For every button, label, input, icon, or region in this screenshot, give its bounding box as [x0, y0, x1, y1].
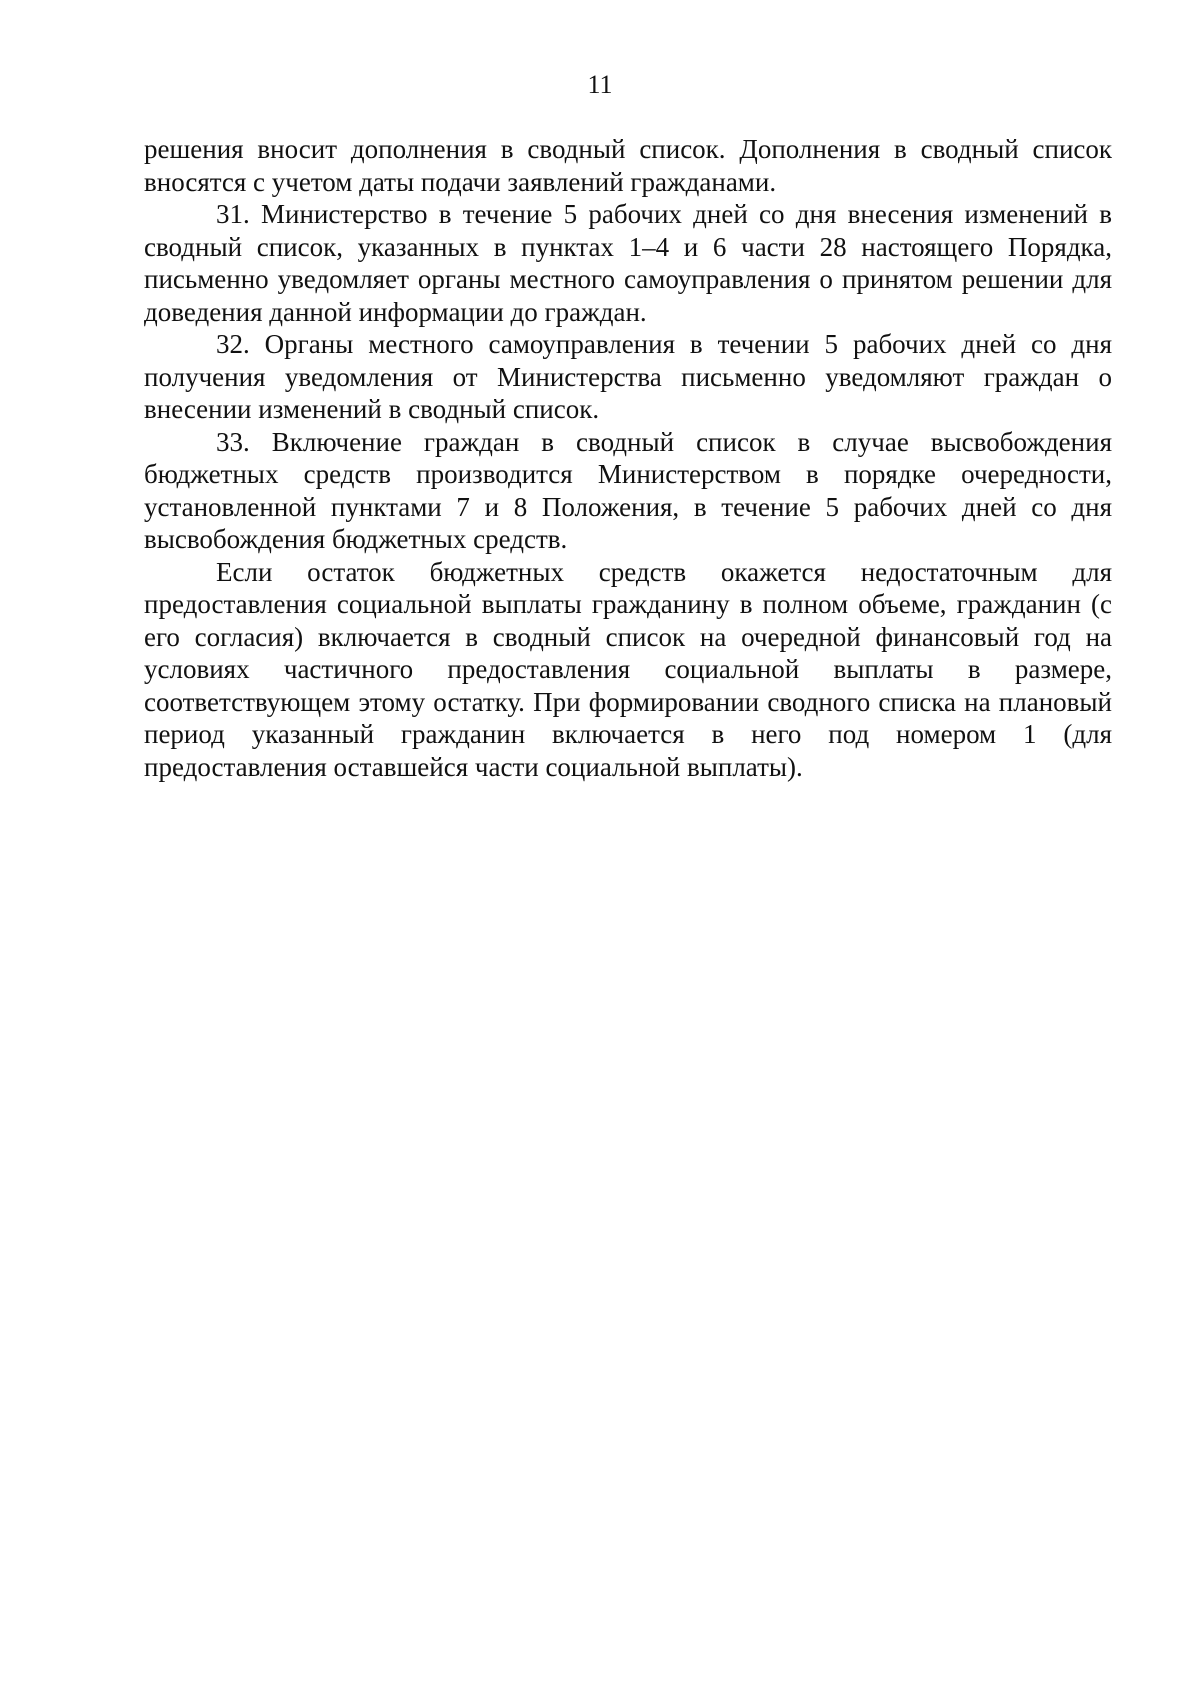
- paragraph-remainder-clause: Если остаток бюджетных средств окажется недостаточным для предоставления социальной выплаты гражданину в полном объеме, гражданин (с его согласия) включается в сводный список на очередной финансовый год на условиях частичного предоставления социальной выплаты в размере, соответствующем этому остатку. При формировании сводного списка на плановый период указанный гражданин включается в него под номером 1 (для предоставления оставшейся части социальной выплаты).: [144, 556, 1112, 782]
- document-body: [144, 133, 1112, 783]
- paragraph-continuation: решения вносит дополнения в сводный список. Дополнения в сводный список вносятся с учетом даты подачи заявлений гражданами.: [144, 134, 1112, 197]
- paragraph-item-33: 33. Включение граждан в сводный список в случае высвобождения бюджетных средств производится Министерством в порядке очередности, установленной пунктами 7 и 8 Положения, в течение 5 рабочих дней со дня высвобождения бюджетных средств.: [144, 426, 1112, 554]
- paragraph-item-31: 31. Министерство в течение 5 рабочих дней со дня внесения изменений в сводный список, указанных в пунктах 1–4 и 6 части 28 настоящего Порядка, письменно уведомляет органы местного самоуправления о принятом решении для доведения данной информации до граждан.: [144, 199, 1112, 327]
- page-number: 11: [587, 70, 613, 99]
- paragraph-item-32: 32. Органы местного самоуправления в течении 5 рабочих дней со дня получения уведомления от Министерства письменно уведомляют граждан о внесении изменений в сводный список.: [144, 329, 1112, 424]
